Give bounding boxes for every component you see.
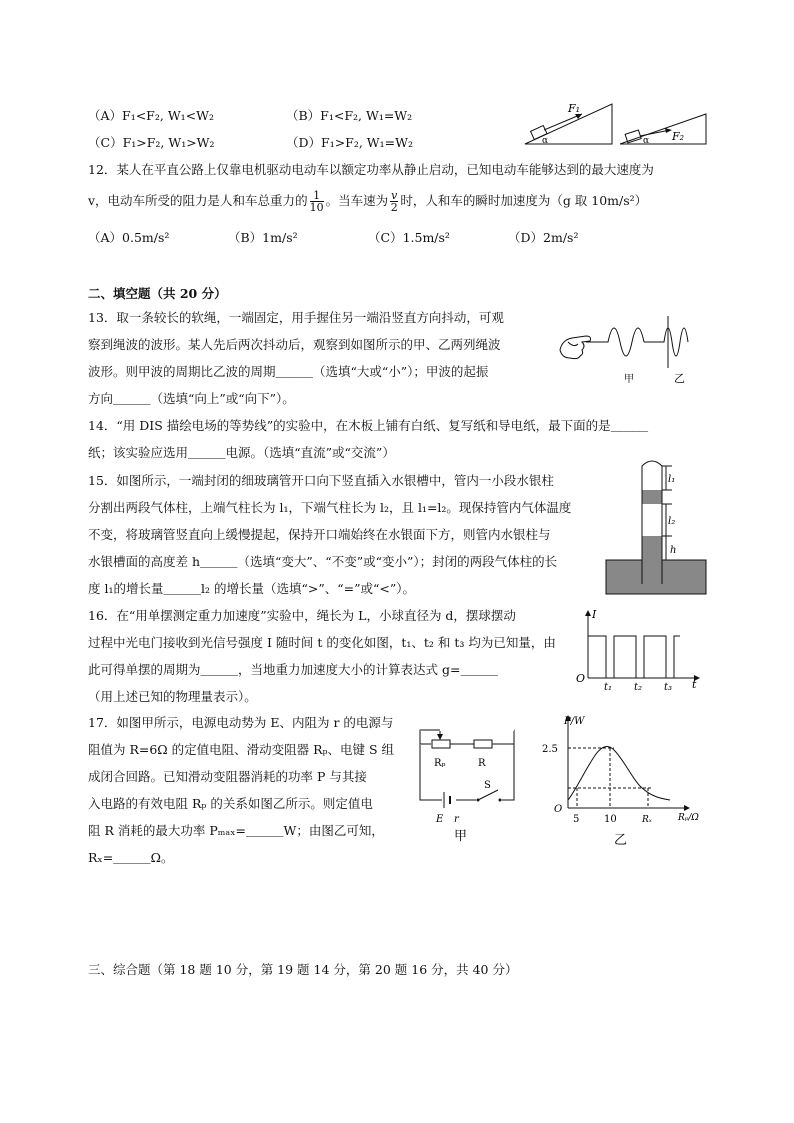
q14-line1: 14．“用 DIS 描绘电场的等势线”的实验中，在木板上铺有白纸、复写纸和导电纸，最下面的是＿＿＿	[88, 418, 649, 433]
q11-option-b: （B）F₁<F₂, W₁=W₂	[286, 108, 413, 123]
q13-wave-figure	[556, 308, 706, 388]
tube-mercury-lower	[642, 536, 662, 566]
graph-x-tick-rx: Rₓ	[642, 815, 652, 825]
graph-y-label: P/W	[564, 716, 585, 727]
power-curve	[568, 747, 670, 800]
t3-label: t₃	[664, 682, 673, 693]
q11-incline-figure	[520, 100, 710, 148]
q17-line3: 成闭合回路。已知滑动变阻器消耗的功率 P 与其接	[88, 769, 367, 784]
q14-line2: 纸；该实验应选用＿＿＿电源。（选填“直流”或“交流”）	[88, 445, 395, 460]
wave-yi	[644, 328, 688, 356]
graph-origin: O	[554, 804, 563, 815]
q17-line1: 17．如图甲所示，电源电动势为 E、内阻为 r 的电源与	[88, 715, 394, 730]
q16-signal-figure	[572, 606, 704, 694]
q12-fraction-2	[390, 190, 398, 213]
q15-line4: 水银槽面的高度差 h＿＿＿（选填“变大”、“不变”或“变小”）；封闭的两段气体柱的长	[88, 554, 558, 569]
circuit-e-label: E	[436, 814, 444, 825]
q12-line2-c: 时，人和车的瞬时加速度为（g 取 10m/s²）	[400, 193, 648, 208]
q13-line4: 方向＿＿＿（选填“向上”或“向下”）。	[88, 391, 295, 406]
q12-option-d: （D）2m/s²	[508, 230, 579, 245]
f1-label: F₁	[568, 102, 581, 115]
q17-power-graph	[540, 712, 710, 854]
q17-line4: 入电路的有效电阻 Rₚ 的关系如图乙所示。则定值电	[88, 796, 373, 811]
circuit-s-label: S	[484, 780, 491, 791]
origin-label: O	[576, 672, 586, 685]
q17-line5: 阻 R 消耗的最大功率 Pₘₐₓ=＿＿＿W；由图乙可知，	[88, 823, 384, 838]
q16-line1: 16．在“用单摆测定重力加速度”实验中，绳长为 L，小球直径为 d，摆球摆动	[88, 608, 516, 623]
q17-line2: 阻值为 R=6Ω 的定值电阻、滑动变阻器 Rₚ、电键 S 组	[88, 742, 395, 757]
q16-line2: 过程中光电门接收到光信号强度 I 随时间 t 的变化如图，t₁、t₂ 和 t₃ 均为已知量，由	[88, 635, 556, 650]
q17-line6: Rₓ=＿＿＿Ω。	[88, 850, 174, 865]
q15-line3: 不变，将玻璃管竖直向上缓慢提起，保持开口端始终在水银面下方，则管内水银柱与	[88, 527, 551, 542]
q13-line3: 波形。则甲波的周期比乙波的周期＿＿＿（选填“大或“小”）；甲波的起振	[88, 364, 489, 379]
graph-caption: 乙	[614, 833, 628, 848]
q12-option-c: （C）1.5m/s²	[368, 230, 450, 245]
q11-option-c: （C）F₁>F₂, W₁>W₂	[88, 135, 215, 150]
alpha-label-1: α	[542, 136, 549, 146]
hand-icon	[560, 336, 596, 359]
q13-line1: 13．取一条较长的软绳，一端固定，用手握住另一端沿竖直方向抖动，可观	[88, 310, 504, 325]
q15-tube-figure	[604, 454, 708, 596]
q11-option-a: （A）F₁<F₂, W₁<W₂	[88, 108, 215, 123]
q12-line2-b: 。当车速为	[325, 193, 389, 208]
wave-label-yi: 乙	[674, 372, 685, 385]
signal-trace	[588, 636, 680, 678]
q12-option-a: （A）0.5m/s²	[88, 230, 170, 245]
t2-label: t₂	[634, 682, 643, 693]
q15-line5: 度 l₁的增长量＿＿＿l₂ 的增长量（选填“>”、“=”或“<”）。	[88, 581, 415, 596]
circuit-r-internal-label: r	[454, 814, 459, 825]
q15-line1: 15．如图所示，一端封闭的细玻璃管开口向下竖直插入水银槽中，管内一小段水银柱	[88, 473, 554, 488]
wave-jia	[596, 328, 644, 356]
frac1-num: 1	[310, 190, 324, 202]
q12-line1: 12．某人在平直公路上仅靠电机驱动电动车以额定功率从静止启动，已知电动车能够达到的最大速度为	[88, 162, 654, 177]
q15-line2: 分割出两段气体柱，上端气柱长为 l₁，下端气柱长为 l₂，且 l₁=l₂。现保持管内气体温度	[88, 500, 572, 515]
q12-line2	[88, 190, 647, 213]
f2-label: F₂	[672, 130, 685, 143]
q16-line3: 此可得单摆的周期为＿＿＿，当地重力加速度大小的计算表达式 g=＿＿＿	[88, 662, 498, 677]
circuit-caption: 甲	[454, 829, 468, 844]
graph-y-tick: 2.5	[542, 744, 558, 755]
q17-circuit-figure	[412, 722, 524, 846]
alpha-label-2: α	[643, 136, 650, 146]
q12-line2-a: v，电动车所受的阻力是人和车总重力的	[88, 193, 308, 208]
circuit-r-label: R	[478, 758, 486, 769]
q11-option-d: （D）F₁>F₂, W₁=W₂	[286, 135, 414, 150]
tube-mercury-column	[642, 490, 662, 504]
wave-label-jia: 甲	[624, 374, 634, 385]
q12-option-b: （B）1m/s²	[228, 230, 298, 245]
graph-x-label: Rₚ/Ω	[678, 813, 699, 823]
rheostat-rp	[432, 740, 450, 748]
graph-x-tick-10: 10	[604, 814, 617, 825]
l1-label: l₁	[668, 474, 676, 485]
q16-line4: （用上述已知的物理量表示）。	[88, 689, 257, 704]
frac1-den: 10	[309, 201, 324, 214]
incline-1	[525, 102, 612, 146]
graph-x-tick-5: 5	[573, 814, 580, 825]
section2-title: 二、填空题（共 20 分）	[88, 286, 227, 301]
frac2-num: v	[391, 189, 398, 202]
l2-label: l₂	[668, 516, 676, 527]
frac2-den: 2	[390, 201, 398, 214]
incline-2	[620, 114, 706, 146]
h-label: h	[670, 545, 677, 556]
q12-fraction-1	[310, 190, 324, 213]
circuit-rp-label: Rₚ	[434, 758, 446, 769]
resistor-r	[474, 740, 492, 748]
t1-label: t₁	[604, 682, 613, 693]
q13-line2: 察到绳波的波形。某人先后两次抖动后，观察到如图所示的甲、乙两列绳波	[88, 337, 501, 352]
axis-t-label: t	[692, 678, 697, 691]
axis-I-label: I	[592, 608, 597, 621]
section3-title: 三、综合题（第 18 题 10 分，第 19 题 14 分，第 20 题 16 分，共 40 分）	[88, 962, 518, 977]
